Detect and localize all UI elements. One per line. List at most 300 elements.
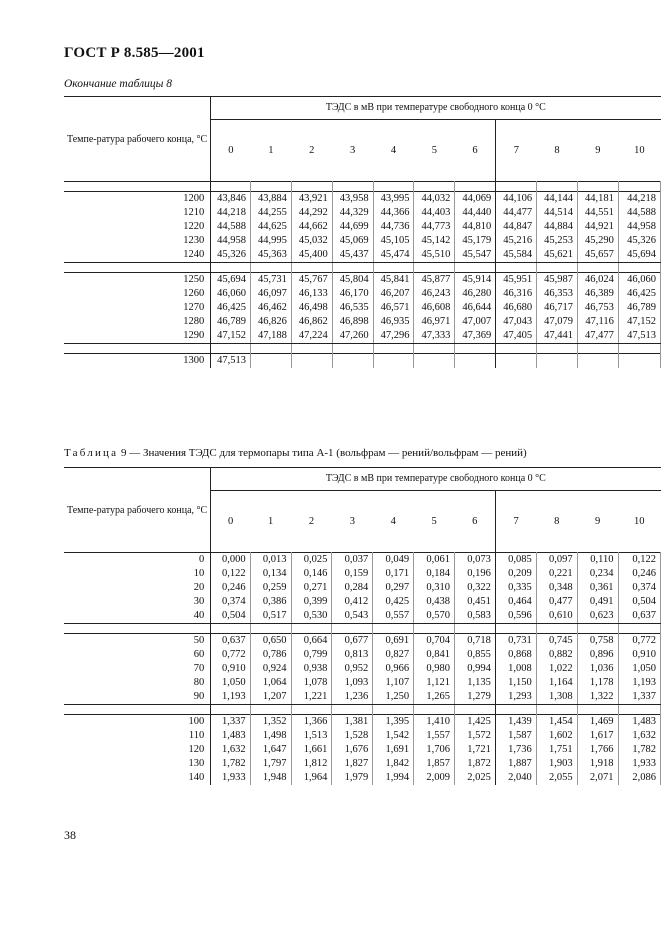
table9-cell: 1,572	[455, 729, 496, 743]
table9-cell: 2,025	[455, 771, 496, 785]
table8-cell	[373, 354, 414, 369]
table9-cell: 0,049	[373, 553, 414, 568]
table8-row	[64, 354, 661, 369]
table9-col-header-2: 2	[308, 515, 315, 527]
table9-cell: 0,110	[577, 553, 618, 568]
table8-cell: 46,898	[332, 315, 373, 329]
table9-row-temperature: 100	[64, 715, 211, 730]
table9-cell: 0,122	[618, 553, 661, 568]
table9-cell: 1,661	[291, 743, 332, 757]
table9-cell: 0,952	[332, 662, 373, 676]
table9-cell: 1,751	[536, 743, 577, 757]
table8-cell: 46,425	[618, 287, 660, 301]
table8-cell: 46,535	[332, 301, 373, 315]
table9-cell: 0,966	[373, 662, 414, 676]
table8-cell: 45,216	[496, 234, 537, 248]
table8-group-spacer	[64, 344, 661, 354]
table9-cell: 1,842	[373, 757, 414, 771]
table8-cell: 46,826	[250, 315, 291, 329]
table9-cell: 1,366	[291, 715, 332, 730]
table8-cell: 44,995	[250, 234, 291, 248]
table9-cell: 0,637	[211, 634, 250, 649]
table8-row	[64, 206, 661, 220]
table9-cell: 1,557	[414, 729, 455, 743]
table9-cell: 1,542	[373, 729, 414, 743]
table9-cell: 1,647	[250, 743, 291, 757]
table8-cell: 46,498	[291, 301, 332, 315]
table8-row	[64, 315, 661, 329]
table8-cell: 45,400	[291, 248, 332, 263]
table9-cell: 1,948	[250, 771, 291, 785]
table8-cell: 45,326	[211, 248, 251, 263]
table9-cell: 0,610	[536, 609, 577, 624]
table9-cell: 0,297	[373, 581, 414, 595]
table8-row	[64, 329, 661, 344]
table9-cell: 1,736	[495, 743, 536, 757]
table9-cell: 1,483	[618, 715, 661, 730]
table9-cell: 0,786	[250, 648, 291, 662]
table9-cell: 1,050	[618, 662, 661, 676]
table8-cell: 44,699	[332, 220, 373, 234]
table8-cell: 46,280	[455, 287, 496, 301]
table9-cell: 0,799	[291, 648, 332, 662]
table9-cell: 1,121	[414, 676, 455, 690]
table9-cell: 0,623	[577, 609, 618, 624]
table9-caption-label: Таблица	[64, 447, 119, 459]
table8-cell: 46,462	[250, 301, 291, 315]
table8-cell	[618, 354, 660, 369]
table9-cell: 2,009	[414, 771, 455, 785]
table9-cell: 1,308	[536, 690, 577, 705]
table8-cell: 44,403	[414, 206, 455, 220]
table9-cell: 2,040	[495, 771, 536, 785]
table9-col-header-6: 6	[455, 491, 496, 553]
table8-cell: 44,810	[455, 220, 496, 234]
table9-cell: 1,135	[455, 676, 496, 690]
table9-cell: 1,008	[495, 662, 536, 676]
table8-cell: 46,753	[577, 301, 618, 315]
table9-row	[64, 729, 661, 743]
table8-row-temperature: 1280	[64, 315, 211, 329]
table9-cell: 1,797	[250, 757, 291, 771]
table9-cell: 0,374	[618, 581, 661, 595]
table8-cell: 47,441	[537, 329, 578, 344]
table9-cell: 1,691	[373, 743, 414, 757]
table8-cell: 45,657	[577, 248, 618, 263]
table9-cell: 0,322	[455, 581, 496, 595]
table8-cell: 47,188	[250, 329, 291, 344]
table9-cell: 1,706	[414, 743, 455, 757]
table9-row	[64, 634, 661, 649]
table9-cell: 1,022	[536, 662, 577, 676]
table9-cell: 1,827	[332, 757, 373, 771]
table8-cell: 47,369	[455, 329, 496, 344]
table9-row	[64, 676, 661, 690]
table9-cell: 0,259	[250, 581, 291, 595]
table8-row-temperature: 1230	[64, 234, 211, 248]
table9-cell: 0,025	[291, 553, 332, 568]
table8-cell: 47,043	[496, 315, 537, 329]
table9-col-header-7: 7	[513, 515, 519, 527]
table9-cell: 0,868	[495, 648, 536, 662]
table8-cell: 47,477	[577, 329, 618, 344]
table8	[64, 96, 661, 368]
table8-cell: 46,789	[211, 315, 251, 329]
table9-cell: 0,677	[332, 634, 373, 649]
table9-cell: 1,221	[291, 690, 332, 705]
table9-row	[64, 757, 661, 771]
table9-row	[64, 567, 661, 581]
table8-cell: 46,243	[414, 287, 455, 301]
table8-cell: 45,510	[414, 248, 455, 263]
table9-cell: 0,234	[577, 567, 618, 581]
table9-row-temperature: 20	[64, 581, 211, 595]
table9-col-header-9: 9	[594, 515, 601, 527]
table8-cell: 44,144	[537, 192, 578, 207]
table9-row	[64, 581, 661, 595]
table8-cell: 45,804	[332, 273, 373, 288]
table8-cell: 44,477	[496, 206, 537, 220]
table9-col-header-4: 4	[390, 515, 396, 527]
table9-span-header: ТЭДС в мВ при температуре свободного конца 0 °C	[211, 468, 661, 491]
table8-cell: 46,097	[250, 287, 291, 301]
table9-row	[64, 662, 661, 676]
table8-row	[64, 234, 661, 248]
table8-cell	[537, 354, 578, 369]
table9-cell: 0,827	[373, 648, 414, 662]
table8-cell: 44,773	[414, 220, 455, 234]
table9-row-temperature: 60	[64, 648, 211, 662]
table9-cell: 1,036	[577, 662, 618, 676]
table9-row-temperature: 120	[64, 743, 211, 757]
table9-cell: 0,438	[414, 595, 455, 609]
table8-cell: 45,437	[332, 248, 373, 263]
table8-cell: 44,218	[211, 206, 251, 220]
table9-cell: 0,583	[455, 609, 496, 624]
table9-cell: 1,050	[211, 676, 250, 690]
table9-cell: 0,271	[291, 581, 332, 595]
table9-cell: 0,464	[495, 595, 536, 609]
table9-cell: 1,150	[495, 676, 536, 690]
table9-cell: 1,352	[250, 715, 291, 730]
table8-cell: 45,731	[250, 273, 291, 288]
table8-cell: 47,296	[373, 329, 414, 344]
table9-row	[64, 715, 661, 730]
table9-row-temperature: 80	[64, 676, 211, 690]
table9-row-temperature: 50	[64, 634, 211, 649]
table8-cell: 44,255	[250, 206, 291, 220]
table8-cell: 46,207	[373, 287, 414, 301]
table8-row-temperature: 1270	[64, 301, 211, 315]
table9-cell: 0,374	[211, 595, 250, 609]
table9-row-header: Темпе-ратура рабочего конца, °C	[64, 468, 211, 553]
table9-cell: 0,386	[250, 595, 291, 609]
table9-cell: 0,718	[455, 634, 496, 649]
table8-cell: 47,513	[618, 329, 660, 344]
table8-row	[64, 192, 661, 207]
table9-cell: 0,159	[332, 567, 373, 581]
table8-group-spacer	[64, 182, 661, 192]
table9-row-temperature: 70	[64, 662, 211, 676]
table8-cell: 46,680	[496, 301, 537, 315]
table8-cell: 44,181	[577, 192, 618, 207]
table9-cell: 1,293	[495, 690, 536, 705]
table9-cell: 0,196	[455, 567, 496, 581]
table9-cell: 0,910	[618, 648, 661, 662]
table9-cell: 1,337	[618, 690, 661, 705]
table8-cell: 44,662	[291, 220, 332, 234]
table8-row-header: Темпе-ратура рабочего конца, °C	[64, 97, 211, 182]
table8-cell	[414, 354, 455, 369]
table9-cell: 1,236	[332, 690, 373, 705]
table8-cell: 46,133	[291, 287, 332, 301]
table9-row-temperature: 140	[64, 771, 211, 785]
table8-cell: 45,253	[537, 234, 578, 248]
table9-cell: 0,570	[414, 609, 455, 624]
table8-col-header-6: 6	[455, 120, 496, 182]
table8-cell: 44,625	[250, 220, 291, 234]
table9-cell: 1,602	[536, 729, 577, 743]
table8-cell: 46,024	[577, 273, 618, 288]
table9-cell: 0,517	[250, 609, 291, 624]
table9-cell: 2,086	[618, 771, 661, 785]
table9-cell: 0,596	[495, 609, 536, 624]
table8-cell: 46,060	[211, 287, 251, 301]
table9-cell: 0,085	[495, 553, 536, 568]
table8-cell: 47,116	[577, 315, 618, 329]
table9-cell: 0,477	[536, 595, 577, 609]
table9-cell: 0,938	[291, 662, 332, 676]
table9-cell: 1,766	[577, 743, 618, 757]
table8-cell: 43,921	[291, 192, 332, 207]
table8-col-header-0: 0	[228, 144, 234, 156]
table9-cell: 0,246	[211, 581, 250, 595]
table9-cell: 1,632	[211, 743, 250, 757]
table9-cell: 0,841	[414, 648, 455, 662]
table9-cell: 0,745	[536, 634, 577, 649]
table8-cell: 47,224	[291, 329, 332, 344]
table8-col-header-4: 4	[390, 144, 397, 156]
table8-cell: 46,935	[373, 315, 414, 329]
table9-cell: 0,184	[414, 567, 455, 581]
table8-cell: 46,789	[618, 301, 660, 315]
table9-cell: 0,637	[618, 609, 661, 624]
table8-cell: 45,584	[496, 248, 537, 263]
table9-col-header-0: 0	[228, 515, 234, 527]
table9-col-header-5: 5	[431, 515, 437, 527]
table8-cell	[577, 354, 618, 369]
table8-cell: 44,032	[414, 192, 455, 207]
table9-cell: 0,664	[291, 634, 332, 649]
table9-caption	[64, 447, 527, 459]
table8-cell: 47,405	[496, 329, 537, 344]
table9-cell: 0,000	[211, 553, 250, 568]
table9-cell: 0,134	[250, 567, 291, 581]
table8-row-temperature: 1260	[64, 287, 211, 301]
table8-cell: 45,694	[211, 273, 251, 288]
table9-cell: 1,381	[332, 715, 373, 730]
table9-cell: 0,910	[211, 662, 250, 676]
table8-cell: 45,032	[291, 234, 332, 248]
table8-cell	[455, 354, 496, 369]
table9-col-header-10: 10	[634, 515, 645, 527]
table8-group-spacer	[64, 263, 661, 273]
table9-cell: 1,498	[250, 729, 291, 743]
table8-cell: 47,152	[211, 329, 251, 344]
table9-cell: 0,691	[373, 634, 414, 649]
table8-col-header-9: 9	[595, 144, 601, 156]
table9-cell: 0,061	[414, 553, 455, 568]
table9-cell: 0,310	[414, 581, 455, 595]
table9-cell: 0,530	[291, 609, 332, 624]
table9-col-header-1: 1	[267, 515, 274, 527]
table9-cell: 1,721	[455, 743, 496, 757]
table8-cell: 44,958	[618, 220, 660, 234]
table8-cell: 47,260	[332, 329, 373, 344]
table8-cell: 43,958	[332, 192, 373, 207]
table8-cell: 44,366	[373, 206, 414, 220]
table9-cell: 1,918	[577, 757, 618, 771]
table9-row-temperature: 90	[64, 690, 211, 705]
table9-row-temperature: 130	[64, 757, 211, 771]
table9-cell: 0,146	[291, 567, 332, 581]
table8-row	[64, 273, 661, 288]
table8-cell	[250, 354, 291, 369]
table9-cell: 1,933	[618, 757, 661, 771]
table8-cell: 45,621	[537, 248, 578, 263]
table9-cell: 0,813	[332, 648, 373, 662]
table9-cell: 1,994	[373, 771, 414, 785]
table9-cell: 1,903	[536, 757, 577, 771]
table8-row-temperature: 1300	[64, 354, 211, 369]
table8-cell: 46,971	[414, 315, 455, 329]
table9-cell: 1,193	[211, 690, 250, 705]
table8-col-header-2: 2	[309, 144, 315, 156]
table9-cell: 1,064	[250, 676, 291, 690]
table8-cell	[496, 354, 537, 369]
table8-cell: 44,218	[618, 192, 660, 207]
table9-col-header-3: 3	[349, 515, 355, 527]
table9-cell: 1,933	[211, 771, 250, 785]
document-header: ГОСТ Р 8.585—2001	[64, 45, 205, 61]
table9-cell: 1,676	[332, 743, 373, 757]
table9-row	[64, 553, 661, 568]
table8-cell: 45,179	[455, 234, 496, 248]
table9-cell: 0,097	[536, 553, 577, 568]
table8-cell: 47,007	[455, 315, 496, 329]
table8-row-temperature: 1290	[64, 329, 211, 344]
table8-cell: 43,846	[211, 192, 251, 207]
table8-cell: 44,736	[373, 220, 414, 234]
table9-cell: 0,037	[332, 553, 373, 568]
table9-cell: 1,528	[332, 729, 373, 743]
table9-cell: 1,887	[495, 757, 536, 771]
table8-cell: 45,914	[455, 273, 496, 288]
table9-cell: 0,013	[250, 553, 291, 568]
table9-cell: 0,209	[495, 567, 536, 581]
table9-cell: 1,513	[291, 729, 332, 743]
table8-cell: 44,588	[211, 220, 251, 234]
table9-cell: 1,857	[414, 757, 455, 771]
table8-row-temperature: 1200	[64, 192, 211, 207]
table9	[64, 467, 661, 785]
table8-cell: 46,571	[373, 301, 414, 315]
table8-row	[64, 248, 661, 263]
table8-cell: 45,547	[455, 248, 496, 263]
table9-cell: 1,483	[211, 729, 250, 743]
table8-col-header-10: 10	[634, 144, 645, 156]
table9-cell: 0,171	[373, 567, 414, 581]
table8-cell: 47,152	[618, 315, 660, 329]
table9-row	[64, 595, 661, 609]
table8-cell: 45,105	[373, 234, 414, 248]
table8-row-temperature: 1240	[64, 248, 211, 263]
table9-cell: 0,896	[577, 648, 618, 662]
table8-caption: Окончание таблицы 8	[64, 78, 172, 90]
table9-row	[64, 771, 661, 785]
table9-cell: 0,412	[332, 595, 373, 609]
table8-col-header-8: 8	[554, 144, 560, 156]
table9-cell: 1,812	[291, 757, 332, 771]
table9-cell: 0,348	[536, 581, 577, 595]
table8-cell: 45,069	[332, 234, 373, 248]
table8-cell: 46,717	[537, 301, 578, 315]
table8-cell: 44,588	[618, 206, 660, 220]
table9-cell: 2,055	[536, 771, 577, 785]
table8-row	[64, 220, 661, 234]
table9-cell: 1,617	[577, 729, 618, 743]
table8-cell: 45,363	[250, 248, 291, 263]
table8-col-header-7: 7	[513, 144, 520, 156]
table9-cell: 0,122	[211, 567, 250, 581]
table9-cell: 1,279	[455, 690, 496, 705]
table8-cell: 45,877	[414, 273, 455, 288]
table9-cell: 0,980	[414, 662, 455, 676]
table8-cell: 45,767	[291, 273, 332, 288]
table9-cell: 0,246	[618, 567, 661, 581]
table8-cell: 46,862	[291, 315, 332, 329]
table9-cell: 0,772	[618, 634, 661, 649]
table9-row	[64, 690, 661, 705]
table8-cell: 43,995	[373, 192, 414, 207]
table9-cell: 1,395	[373, 715, 414, 730]
table9-cell: 1,337	[211, 715, 250, 730]
table9-cell: 0,650	[250, 634, 291, 649]
table9-cell: 0,425	[373, 595, 414, 609]
table8-cell: 44,921	[577, 220, 618, 234]
table8-cell: 45,694	[618, 248, 660, 263]
table9-cell: 0,073	[455, 553, 496, 568]
table9-cell: 0,335	[495, 581, 536, 595]
table9-cell: 0,543	[332, 609, 373, 624]
table9-cell: 0,504	[211, 609, 250, 624]
table8-span-header: ТЭДС в мВ при температуре свободного конца 0 °C	[211, 97, 661, 120]
table9-cell: 0,557	[373, 609, 414, 624]
table8-row	[64, 301, 661, 315]
table9-caption-text: 9 — Значения ТЭДС для термопары типа А-1 (вольфрам — рений/вольфрам — рений)	[120, 447, 527, 459]
table8-row	[64, 287, 661, 301]
table8-cell: 45,951	[496, 273, 537, 288]
table8-cell: 47,079	[537, 315, 578, 329]
table8-cell: 44,958	[211, 234, 251, 248]
table9-cell: 0,284	[332, 581, 373, 595]
table9-cell: 1,107	[373, 676, 414, 690]
table8-cell	[332, 354, 373, 369]
table9-cell: 0,731	[495, 634, 536, 649]
table8-cell: 45,474	[373, 248, 414, 263]
table8-cell: 44,551	[577, 206, 618, 220]
table9-cell: 1,454	[536, 715, 577, 730]
